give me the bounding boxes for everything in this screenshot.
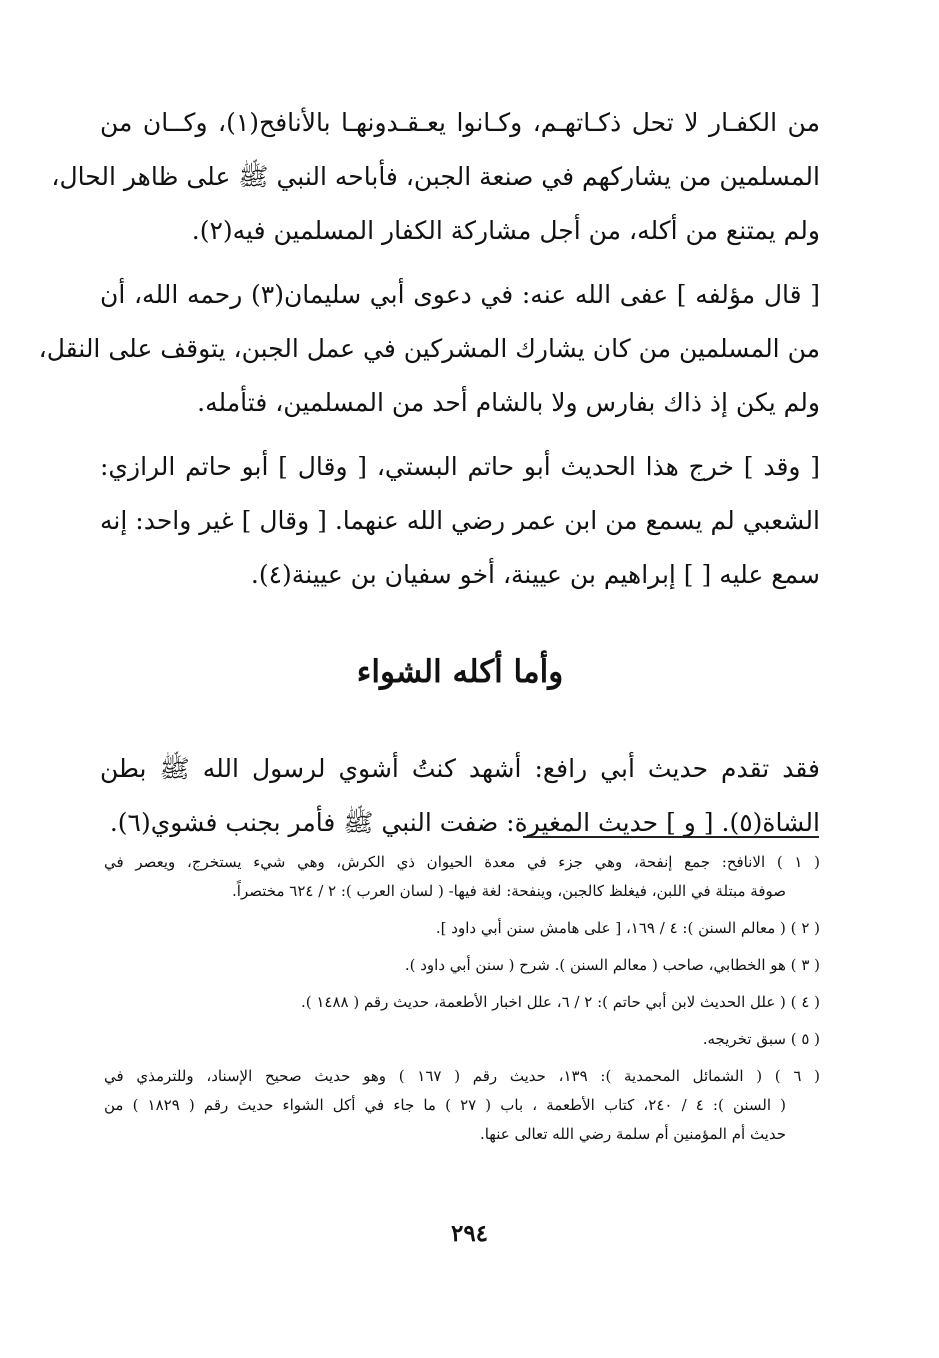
paragraph-4	[100, 742, 820, 850]
paragraph-2	[38, 268, 820, 430]
text-line: الشاة(٥). [ و ] حديث المغيرة: ضفت النبي ﷺ فأمر بجنب فشوي(٦).	[109, 808, 820, 837]
footnote-4	[104, 988, 820, 1017]
footnote-line: ( ٦ ) ( الشمائل المحمدية ): ١٣٩، حديث رقم ( ١٦٧ ) وهو حديث صحيح الإسناد، وللترمذي في	[104, 1067, 820, 1085]
text-line: فقد تقدم حديث أبي رافع: أشهد كنتُ أشوي لرسول الله ﷺ بطن	[100, 754, 820, 783]
footnote-5	[104, 1025, 820, 1054]
text-line: المسلمين من يشاركهم في صنعة الجبن، فأباحه النبي ﷺ على ظاهر الحال،	[51, 162, 820, 191]
text-line: سمع عليه [ ] إبراهيم بن عيينة، أخو سفيان بن عيينة(٤).	[250, 560, 820, 589]
text-line: ولم يمتنع من أكله، من أجل مشاركة الكفار المسلمين فيه(٢).	[191, 216, 820, 245]
footnote-2	[104, 914, 820, 943]
page-number: ٢٩٤	[450, 1220, 489, 1247]
footnote-line: ( ٤ ) ( علل الحديث لابن أبي حاتم ): ٢ / ٦، علل اخبار الأطعمة، حديث رقم ( ١٤٨٨ ).	[300, 993, 820, 1011]
footnote-line: ( ٣ ) هو الخطابي، صاحب ( معالم السنن ). شرح ( سنن أبي داود ).	[404, 956, 820, 974]
footnote-line: ( السنن ): ٤ / ٢٤٠، كتاب الأطعمة ، باب ( ٢٧ ) ما جاء في أكل الشواء حديث رقم ( ١٨٢٩ ) من	[104, 1096, 786, 1114]
paragraph-3	[100, 440, 820, 602]
footnote-1	[104, 848, 820, 906]
main-text	[38, 96, 820, 860]
text-line: [ وقد ] خرج هذا الحديث أبو حاتم البستي، [ وقال ] أبو حاتم الرازي:	[100, 452, 820, 481]
text-line: من الكفـار لا تحل ذكـاتهـم، وكـانوا يعـقـدونهـا بالأنافح(١)، وكــان من	[100, 108, 820, 137]
footnote-line: صوفة مبتلة في اللبن، فيغلظ كالجبن، وينفحة: لغة فيها- ( لسان العرب ): ٢ / ٦٢٤ مختصراً.	[232, 882, 786, 900]
footnote-line: ( ٢ ) ( معالم السنن ): ٤ / ١٦٩، [ على هامش سنن أبي داود ].	[435, 919, 820, 937]
text-line: من المسلمين من كان يشارك المشركين في عمل الجبن، يتوقف على النقل،	[38, 334, 820, 363]
footnotes	[104, 848, 820, 1157]
footnote-6	[104, 1062, 820, 1149]
section-heading: وأما أكله الشواء	[356, 654, 564, 690]
footnote-line: ( ١ ) الانافح: جمع إنفحة، وهي جزء في معدة الحيوان ذي الكرش، وهي شيء يستخرج، ويعصر في	[104, 853, 820, 871]
footnote-divider	[523, 836, 819, 838]
paragraph-1	[51, 96, 820, 258]
text-line: الشعبي لم يسمع من ابن عمر رضي الله عنهما. [ وقال ] غير واحد: إنه	[100, 506, 820, 535]
text-line: [ قال مؤلفه ] عفى الله عنه: في دعوى أبي سليمان(٣) رحمه الله، أن	[100, 280, 820, 309]
footnote-line: ( ٥ ) سبق تخريجه.	[702, 1030, 820, 1048]
footnote-3	[104, 951, 820, 980]
text-line: ولم يكن إذ ذاك بفارس ولا بالشام أحد من المسلمين، فتأمله.	[197, 388, 820, 417]
footnote-line: حديث أم المؤمنين أم سلمة رضي الله تعالى عنها.	[479, 1125, 786, 1143]
